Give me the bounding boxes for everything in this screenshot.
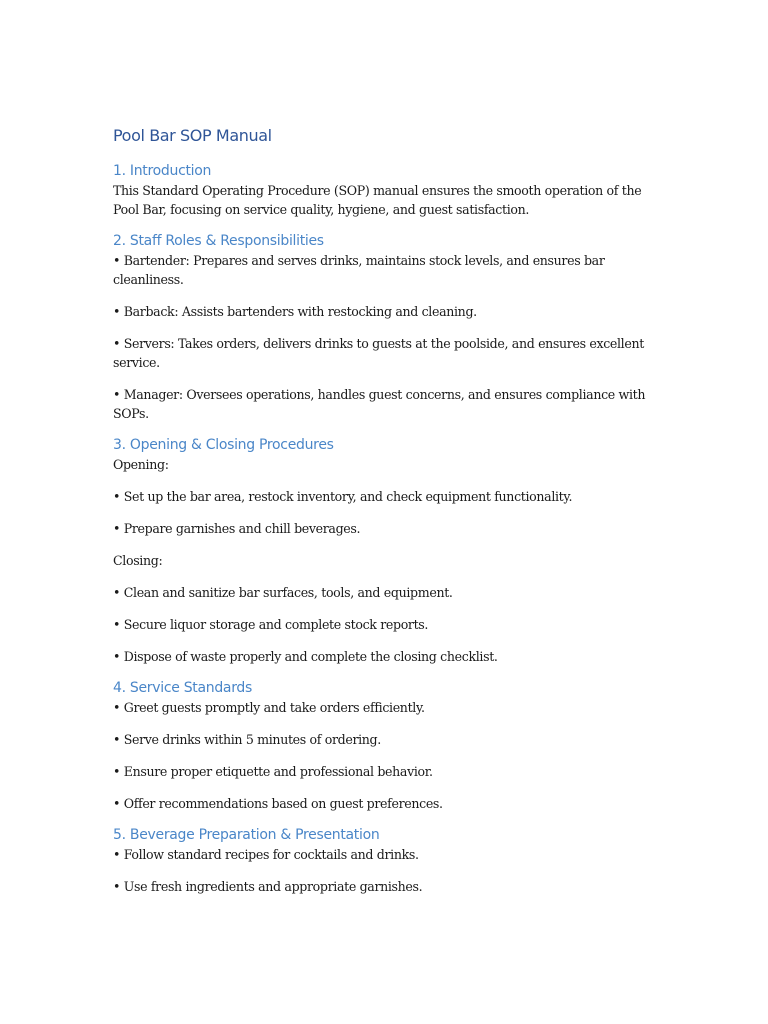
list-item: • Offer recommendations based on guest preferences. (113, 796, 443, 811)
section-heading: 2. Staff Roles & Responsibilities (113, 233, 324, 249)
list-item: • Follow standard recipes for cocktails and drinks. (113, 847, 419, 862)
list-item: • Set up the bar area, restock inventory, and check equipment functionality. (113, 489, 573, 504)
list-item: • Dispose of waste properly and complete the closing checklist. (113, 649, 498, 664)
list-item: • Secure liquor storage and complete stock reports. (113, 617, 429, 632)
list-item: • Servers: Takes orders, delivers drinks to guests at the poolside, and ensures excellent service. (113, 336, 644, 370)
list-item: • Serve drinks within 5 minutes of ordering. (113, 732, 381, 747)
list-item: • Greet guests promptly and take orders efficiently. (113, 700, 425, 715)
subheading-opening: Opening: (113, 457, 169, 472)
list-item: • Bartender: Prepares and serves drinks, maintains stock levels, and ensures bar cleanliness. (113, 253, 605, 287)
list-item: • Use fresh ingredients and appropriate garnishes. (113, 879, 423, 894)
document-title: Pool Bar SOP Manual (113, 126, 272, 145)
section-heading: 4. Service Standards (113, 680, 252, 696)
section-heading: 1. Introduction (113, 163, 212, 179)
list-item: • Clean and sanitize bar surfaces, tools, and equipment. (113, 585, 453, 600)
paragraph: This Standard Operating Procedure (SOP) manual ensures the smooth operation of the Pool Bar, focusing on service quality, hygiene, and guest satisfaction. (113, 183, 642, 217)
section-opening-closing (113, 435, 656, 666)
list-item: • Prepare garnishes and chill beverages. (113, 521, 361, 536)
section-beverage-preparation (113, 825, 656, 896)
section-introduction (113, 161, 656, 219)
list-item: • Barback: Assists bartenders with restocking and cleaning. (113, 304, 477, 319)
section-service-standards (113, 678, 656, 813)
section-heading: 3. Opening & Closing Procedures (113, 437, 334, 453)
section-heading: 5. Beverage Preparation & Presentation (113, 827, 380, 843)
list-item: • Manager: Oversees operations, handles guest concerns, and ensures compliance with SOPs. (113, 387, 646, 421)
subheading-closing: Closing: (113, 553, 163, 568)
list-item: • Ensure proper etiquette and professional behavior. (113, 764, 433, 779)
section-staff-roles (113, 231, 656, 423)
